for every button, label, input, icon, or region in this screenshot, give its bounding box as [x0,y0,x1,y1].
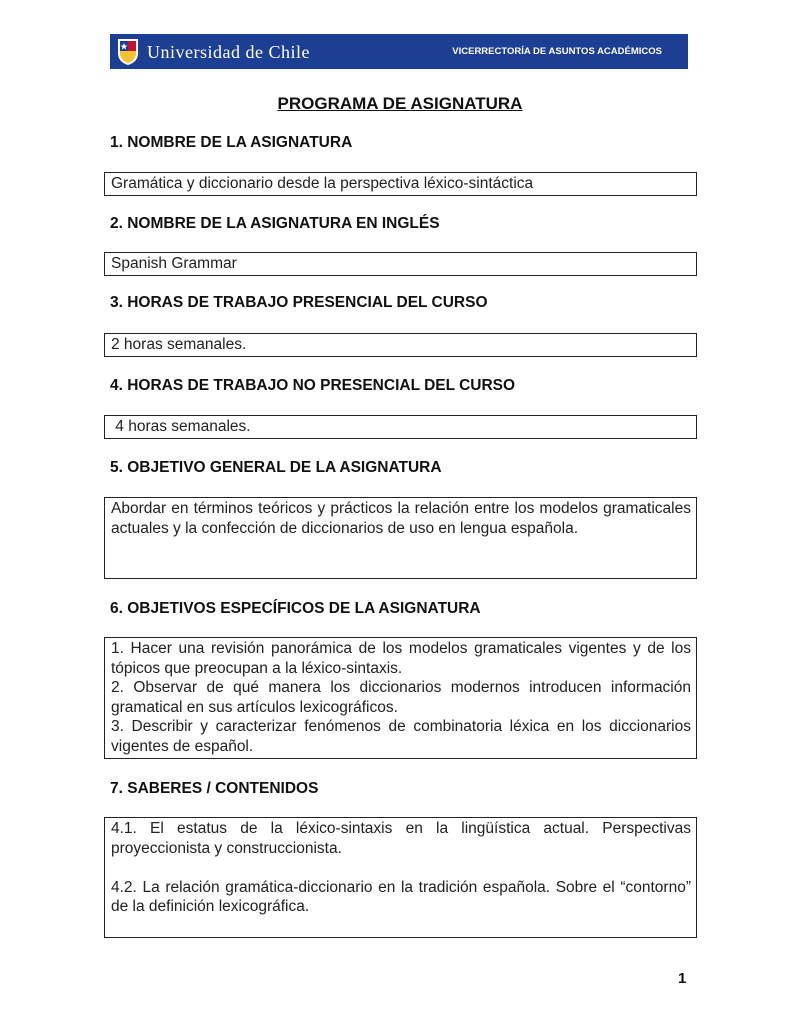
section-6-heading: 6. OBJETIVOS ESPECÍFICOS DE LA ASIGNATURA [110,600,481,617]
section-4-heading: 4. HORAS DE TRABAJO NO PRESENCIAL DEL CURSO [110,377,516,394]
university-crest-icon [116,37,140,66]
content-item-1: 4.1. El estatus de la léxico-sintaxis en la lingüística actual. Perspectivas proyeccionista y construccionista. [111,820,691,857]
section-1-content: Gramática y diccionario desde la perspectiva léxico-sintáctica [104,172,697,196]
section-3-content: 2 horas semanales. [104,333,697,357]
section-4-content: 4 horas semanales. [104,415,697,439]
office-name: VICERRECTORÍA DE ASUNTOS ACADÉMICOS [452,46,662,57]
section-5-content: Abordar en términos teóricos y prácticos la relación entre los modelos gramaticales actuales y la confección de diccionarios de uso en lengua española. [104,497,697,579]
section-5-heading: 5. OBJETIVO GENERAL DE LA ASIGNATURA [110,459,442,476]
content-item-2: 4.2. La relación gramática-diccionario en la tradición española. Sobre el “contorno” de la definición lexicográfica. [111,878,691,915]
university-name: Universidad de Chile [147,42,310,62]
objective-item-2: 2. Observar de qué manera los diccionarios modernos introducen información gramatical en sus artículos lexicográficos. [111,679,691,716]
section-1-heading: 1. NOMBRE DE LA ASIGNATURA [110,134,353,151]
header-banner [110,34,688,69]
section-7-content [104,817,697,938]
page-number: 1 [678,970,687,987]
section-7-heading: 7. SABERES / CONTENIDOS [110,780,319,797]
objective-item-1: 1. Hacer una revisión panorámica de los modelos gramaticales vigentes y de los tópicos que preocupan a la léxico-sintaxis. [111,640,691,677]
paragraph-gap [111,858,691,878]
document-title: PROGRAMA DE ASIGNATURA [277,94,523,113]
section-3-heading: 3. HORAS DE TRABAJO PRESENCIAL DEL CURSO [110,294,488,311]
section-2-heading: 2. NOMBRE DE LA ASIGNATURA EN INGLÉS [110,215,440,232]
section-2-content: Spanish Grammar [104,252,697,276]
section-6-content [104,637,697,759]
objective-item-3: 3. Describir y caracterizar fenómenos de combinatoria léxica en los diccionarios vigentes de español. [111,718,691,755]
